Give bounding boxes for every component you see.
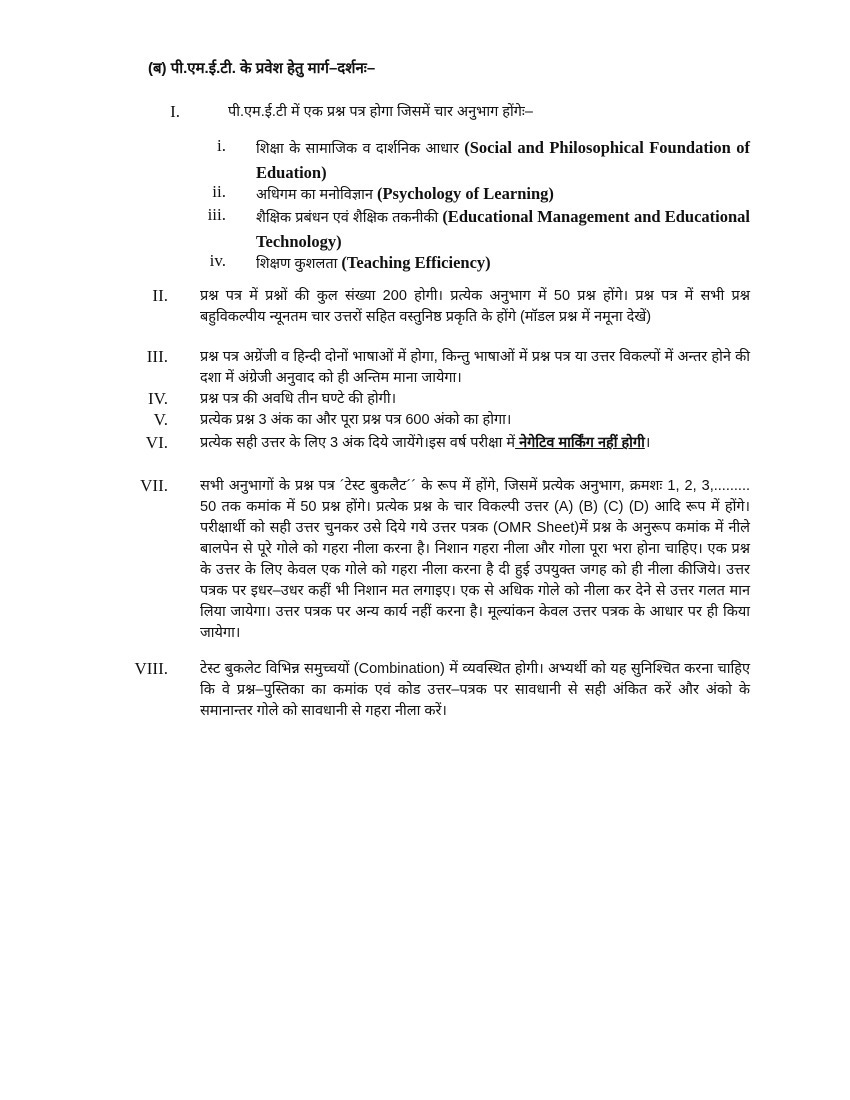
item-text-main: प्रत्येक सही उत्तर के लिए 3 अंक दिये जायेंगे।इस वर्ष परीक्षा में <box>200 435 516 451</box>
no-negative-marking-emphasis: नेगेटिव मार्किंग नहीं होगी <box>515 435 645 451</box>
section-number: ii. <box>212 182 226 201</box>
item-number: V. <box>153 410 168 429</box>
section-item <box>256 182 750 207</box>
section-item <box>256 205 750 255</box>
item-number: I. <box>170 102 180 121</box>
item-text: पी.एम.ई.टी में एक प्रश्न पत्र होगा जिसमें चार अनुभाग होंगेः– <box>228 104 533 120</box>
item-text: प्रश्न पत्र में प्रश्नों की कुल संख्या 200 होगी। प्रत्येक अनुभाग में 50 प्रश्न होंगे। प्रश्न पत्र में सभी प्रश्न बहुविकल्पीय न्यूनतम चार उत्तरों सहित वस्तुनिष्ठ प्रकृति के होंगे (मॉडल प्रश्न में नमूना देखें) <box>200 288 750 325</box>
section-number: iv. <box>209 251 226 270</box>
section-english: (Teaching Efficiency) <box>341 253 491 272</box>
section-hindi: शैक्षिक प्रबंधन एवं शैक्षिक तकनीकी <box>256 210 439 226</box>
item-text: प्रश्न पत्र अग्रेंजी व हिन्दी दोनों भाषाओं में होगा, किन्तु भाषाओं में प्रश्न पत्र या उत्तर विकल्पों में अन्तर होने की दशा में अंग्रेजी अनुवाद को ही अन्तिम माना जायेगा। <box>200 349 750 386</box>
section-item <box>256 136 750 186</box>
item-text: सभी अनुभागों के प्रश्न पत्र ´टेस्ट बुकलैट´´ के रूप में होंगे, जिसमें प्रत्येक अनुभाग, क्रमशः 1, 2, 3,......... 50 तक कमांक में 50 प्रश्न होंगे। प्रत्येक प्रश्न के चार विकल्पी उत्तर (A) (B) (C) (D) आदि रूप में होंगे। परीक्षार्थी को सही उत्तर चुनकर उसे दिये गये उत्तर पत्रक (OMR Sheet)में प्रश्न के अनुरूप कमांक में नीले बालपेन से पूरे गोले को गहरा नीला करना है। निशान गहरा नीला और गोला पूरा भरा होना चाहिए। एक प्रश्न के उत्तर के लिए केवल एक गोले को गहरा नीला करना है दी हुई उपयुक्त जगह को ही नीला कीजिये। उत्तर पत्रक पर इधर–उधर कहीं भी निशान मत लगाइए। एक से अधिक गोले को नीला कर देने से उत्तर गलत मान लिया जायेगा। उत्तर पत्रक पर अन्य कार्य नहीं करना है। मूल्यांकन केवल उत्तर पत्रक के आधार पर ही किया जायेगा। <box>200 478 750 641</box>
item-text: टेस्ट बुकलेट विभिन्न समुच्चयों (Combination) में व्यवस्थित होगी। अभ्यर्थी को यह सुनिश्चित करना चाहिए कि वे प्रश्न–पुस्तिका का कमांक एवं कोड उत्तर–पत्रक पर सावधानी से सही अंकित करें और अंको के समानान्तर गोले को सावधानी से गहरा नीला करें। <box>200 661 750 719</box>
item-text: प्रत्येक प्रश्न 3 अंक का और पूरा प्रश्न पत्र 600 अंको का होगा। <box>200 412 512 428</box>
item-text: प्रश्न पत्र की अवधि तीन घण्टे की होगी। <box>200 391 397 407</box>
section-english: (Social and Philosophical Foundation of Eduation) <box>256 138 750 182</box>
item-number: III. <box>146 347 168 366</box>
item-number: II. <box>152 286 168 305</box>
section-hindi: शिक्षा के सामाजिक व दार्शनिक आधार <box>256 141 459 157</box>
section-heading: (ब) पी.एम.ई.टी. के प्रवेश हेतु मार्ग–दर्शनः– <box>148 60 376 77</box>
section-hindi: अधिगम का मनोविज्ञान <box>256 187 373 203</box>
section-item <box>256 251 750 276</box>
item-number: VII. <box>140 476 168 495</box>
item-number: VI. <box>145 433 168 452</box>
section-hindi: शिक्षण कुशलता <box>256 256 338 272</box>
section-english: (Psychology of Learning) <box>376 184 554 203</box>
section-number: iii. <box>207 205 226 224</box>
section-number: i. <box>217 136 226 155</box>
item-text <box>200 433 750 454</box>
item-number: VIII. <box>134 659 168 678</box>
item-number: IV. <box>148 389 168 408</box>
item-text-end: । <box>644 435 651 451</box>
section-english: (Educational Management and Educational Technology) <box>256 207 750 251</box>
